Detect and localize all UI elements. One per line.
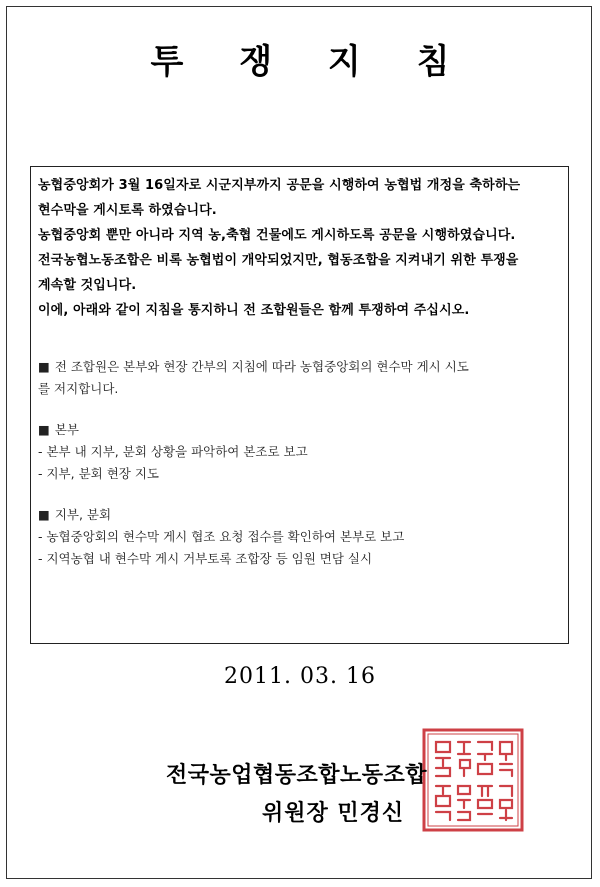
square-bullet-icon: ■ <box>38 422 50 437</box>
section-heading <box>38 419 560 441</box>
document-title: 투 쟁 지 침 <box>150 42 472 82</box>
notice-box <box>30 166 569 644</box>
section-line: 를 저지합니다. <box>38 381 119 396</box>
section-heading <box>38 504 560 526</box>
section-branch <box>38 504 560 570</box>
square-bullet-icon: ■ <box>38 359 50 374</box>
official-seal-icon <box>422 728 524 832</box>
section-heading-text: 지부, 분회 <box>54 507 112 522</box>
square-bullet-icon: ■ <box>38 507 50 522</box>
list-item: - 농협중앙회의 현수막 게시 협조 요청 접수를 확인하여 본부로 보고 <box>38 529 405 544</box>
intro-paragraph: 이에, 아래와 같이 지침을 통지하니 전 조합원들은 함께 투쟁하여 주십시오. <box>38 303 470 318</box>
list-item: - 본부 내 지부, 분회 상황을 파악하여 본조로 보고 <box>38 444 308 459</box>
section-heading-text: 본부 <box>54 422 79 437</box>
document-date: 2011. 03. 16 <box>224 664 376 689</box>
intro-paragraph: 농협중앙회가 3월 16일자로 시군지부까지 공문을 시행하여 농협법 개정을 축하하는 현수막을 게시토록 하였습니다. <box>38 178 521 218</box>
intro-paragraph: 농협중앙회 뿐만 아니라 지역 농,축협 건물에도 게시하도록 공문을 시행하였습니다. <box>38 228 516 243</box>
section-all-members <box>38 356 560 400</box>
section-text: 전 조합원은 본부와 현장 간부의 지침에 따라 농협중앙회의 현수막 게시 시도 <box>54 359 469 374</box>
list-item: - 지부, 분회 현장 지도 <box>38 466 159 481</box>
intro-paragraphs <box>38 173 560 323</box>
list-item: - 지역농협 내 현수막 게시 거부토록 조합장 등 임원 면담 실시 <box>38 551 373 566</box>
signature-name: 위원장 민경신 <box>262 800 405 826</box>
intro-paragraph: 전국농협노동조합은 비록 농협법이 개악되었지만, 협동조합을 지켜내기 위한 투쟁을 계속할 것입니다. <box>38 253 519 293</box>
section-line <box>38 356 560 378</box>
signature-organization: 전국농업협동조합노동조합 <box>166 762 428 788</box>
section-headquarters <box>38 419 560 485</box>
